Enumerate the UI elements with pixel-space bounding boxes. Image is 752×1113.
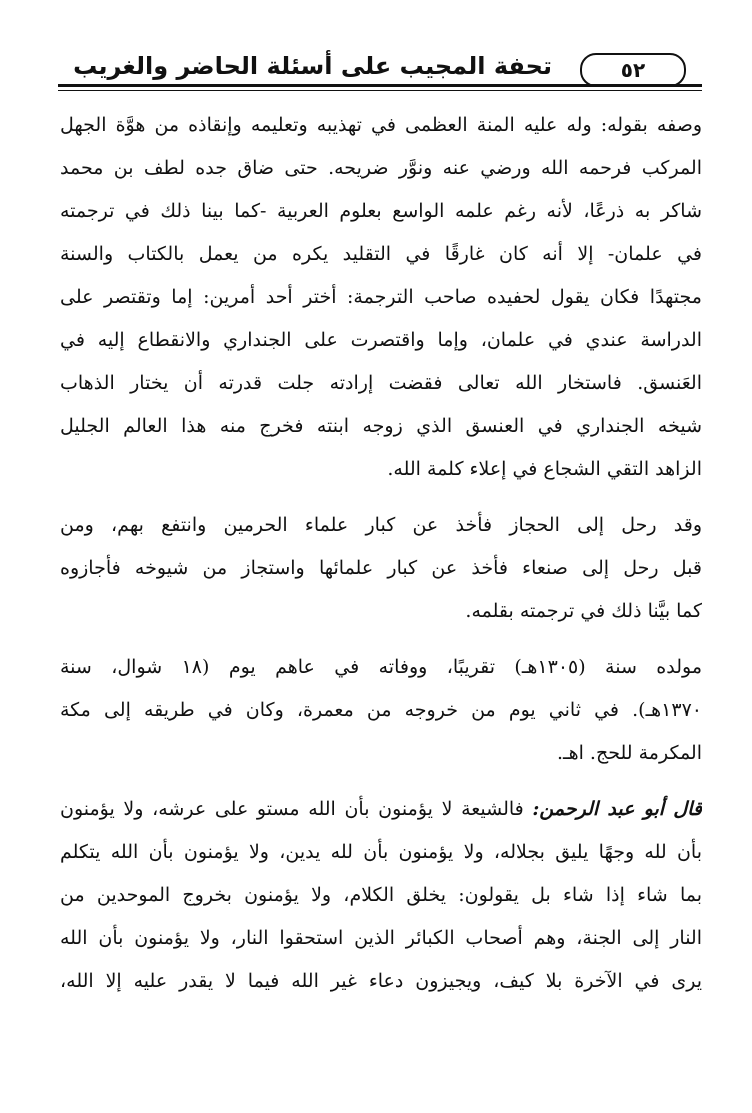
text-line: يرى في الآخرة بلا كيف، ويجيزون دعاء غير الله فيما لا يقدر عليه إلا الله،	[60, 970, 702, 992]
text-line: كما بيَّنا ذلك في ترجمته بقلمه.	[465, 600, 702, 622]
text-line: المركب فرحمه الله ورضي عنه ونوَّر ضريحه. حتى ضاق جده لطف بن محمد	[60, 157, 702, 179]
text-line: شاكر به ذرعًا، لأنه رغم علمه الواسع بعلوم العربية -كما بينا ذلك في ترجمته	[60, 200, 702, 222]
speaker-label: قال أبو عبد الرحمن:	[532, 798, 702, 820]
text-line: بأن لله وجهًا يليق بجلاله، ولا يؤمنون بأن لله يدين، ولا يؤمنون بأن الله يتكلم	[60, 841, 702, 863]
text-line: مجتهدًا فكان يقول لحفيده صاحب الترجمة: أختر أحد أمرين: إما وتقتصر على	[60, 286, 702, 308]
text-line: الزاهد التقي الشجاع في إعلاء كلمة الله.	[387, 458, 702, 480]
text-line: قبل رحل إلى صنعاء فأخذ عن كبار علمائها واستجاز من شيوخه فأجازوه	[60, 557, 702, 579]
page-body	[60, 104, 702, 1003]
text-line: ١٣٧٠هـ). في ثاني يوم من خروجه من معمرة، وكان في طريقه إلى مكة	[60, 699, 702, 721]
page-header	[58, 46, 702, 96]
text-line	[60, 788, 702, 831]
header-rule	[58, 84, 702, 87]
paragraph-biography	[60, 104, 702, 491]
text-line: مولده سنة (١٣٠٥هـ) تقريبًا، ووفاته في عاهم يوم (١٨ شوال، سنة	[60, 656, 702, 678]
running-title: تحفة المجيب على أسئلة الحاضر والغريب	[73, 52, 552, 80]
text-line: بما شاء إذا شاء بل يقولون: يخلق الكلام، ولا يؤمنون بخروج الموحدين من	[60, 884, 702, 906]
text-line: العَنسق. فاستخار الله تعالى فقضت إرادته جلت قدرته أن يختار الذهاب	[60, 372, 702, 394]
page-number-badge: ٥٢	[580, 53, 686, 87]
text-line: وصفه بقوله: وله عليه المنة العظمى في تهذيبه وتعليمه وإنقاذه من هوَّة الجهل	[60, 114, 702, 136]
text-line: المكرمة للحج. اهـ.	[556, 742, 702, 764]
text-line: شيخه الجنداري في العنسق الذي زوجه ابنته فخرج منه هذا العالم الجليل	[60, 415, 702, 437]
paragraph-travels	[60, 504, 702, 633]
header-rule-thin	[58, 90, 702, 91]
text-line: النار إلى الجنة، وهم أصحاب الكبائر الذين استحقوا النار، ولا يؤمنون بأن الله	[60, 927, 702, 949]
text-line: الدراسة عندي في علمان، وإما واقتصرت على الجنداري والانقطاع إليه في	[60, 329, 702, 351]
text-line: وقد رحل إلى الحجاز فأخذ عن كبار علماء الحرمين وانتفع بهم، ومن	[60, 514, 702, 536]
paragraph-commentary	[60, 788, 702, 1003]
text-run: فالشيعة لا يؤمنون بأن الله مستو على عرشه، ولا يؤمنون	[60, 798, 524, 820]
paragraph-birth-death	[60, 646, 702, 775]
text-line: في علمان- إلا أنه كان غارقًا في التقليد يكره من يعمل بالكتاب والسنة	[60, 243, 702, 265]
